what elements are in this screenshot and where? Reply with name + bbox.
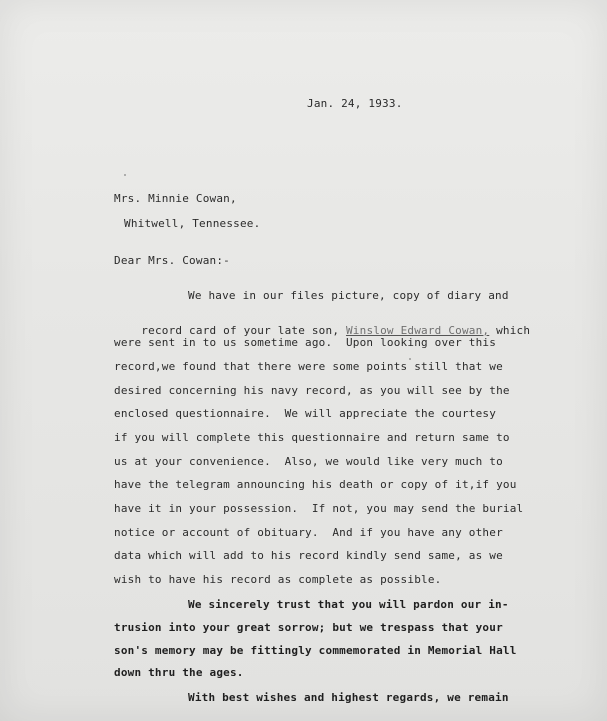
para1-line-3: were sent in to us sometime ago. Upon looking over this [114,336,497,349]
para1-line-12: data which will add to his record kindly send same, as we [114,549,503,562]
para1-line-13: wish to have his record as complete as possible. [114,573,442,586]
paper-speck [124,174,126,176]
para1-line-7: if you will complete this questionnaire and return same to [114,431,510,444]
para1-line-4: record,we found that there were some points still that we [114,360,503,373]
para1-line-1: We have in our files picture, copy of diary and [188,289,509,302]
para1-line-9: have the telegram announcing his death or copy of it,if you [114,478,517,491]
para1-line-5: desired concerning his navy record, as you will see by the [114,384,510,397]
son-name: Winslow Edward Cowan, [345,324,490,337]
para2-line-2: trusion into your great sorrow; but we trespass that your [114,621,503,634]
para1-line-8: us at your convenience. Also, we would like very much to [114,455,503,468]
para2-line-3: son's memory may be fittingly commemorated in Memorial Hall [114,644,517,657]
para1-line-2-end: which [489,324,531,337]
para1-line-11: notice or account of obituary. And if you have any other [114,526,503,539]
para1-line-10: have it in your possession. If not, you may send the burial [114,502,524,515]
recipient-name: Mrs. Minnie Cowan, [114,192,237,205]
letter-date: Jan. 24, 1933. [307,97,403,110]
para1-line-2-start: record card of your late son, [141,324,346,337]
para2-line-1: We sincerely trust that you will pardon our in- [188,598,509,611]
closing-line: With best wishes and highest regards, we remain [188,691,509,704]
salutation: Dear Mrs. Cowan:- [114,254,230,267]
para2-line-4: down thru the ages. [114,666,244,679]
para1-line-6: enclosed questionnaire. We will appreciate the courtesy [114,407,497,420]
recipient-place: Whitwell, Tennessee. [124,217,261,230]
